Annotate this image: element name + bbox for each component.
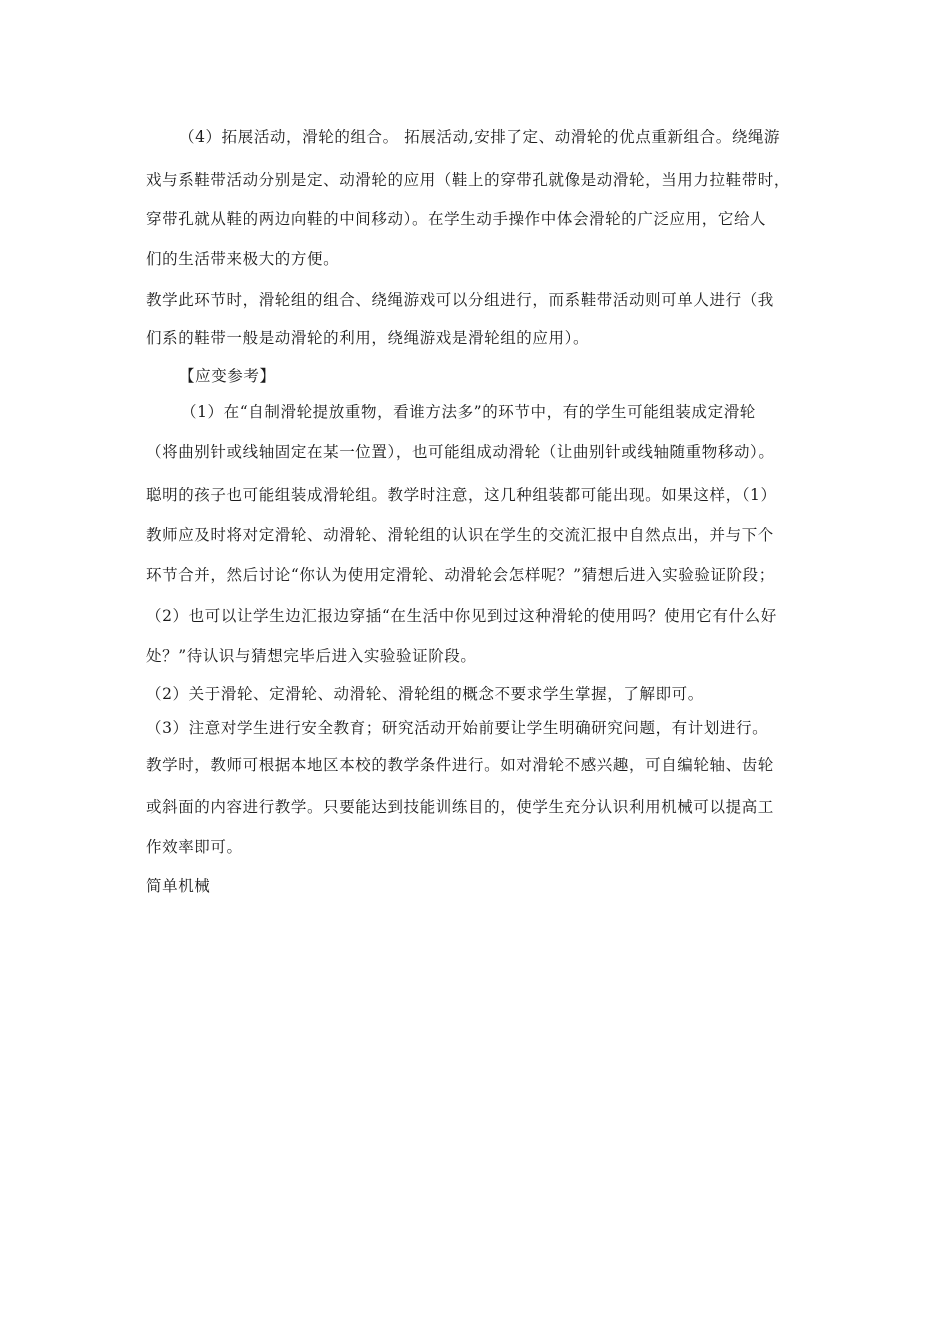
paragraph-line: 或斜面的内容进行教学。只要能达到技能训练目的，使学生充分认识利用机械可以提高工 — [146, 798, 774, 816]
paragraph-line: （3）注意对学生进行安全教育；研究活动开始前要让学生明确研究问题，有计划进行。 — [146, 719, 769, 737]
paragraph-line: 戏与系鞋带活动分别是定、动滑轮的应用（鞋上的穿带孔就像是动滑轮，当用力拉鞋带时， — [146, 171, 791, 189]
paragraph-line: （2）也可以让学生边汇报边穿插“在生活中你见到过这种滑轮的使用吗？使用它有什么好 — [146, 607, 777, 625]
paragraph-line: 教学时，教师可根据本地区本校的教学条件进行。如对滑轮不感兴趣，可自编轮轴、齿轮 — [146, 756, 774, 774]
paragraph-line: 处？”待认识与猜想完毕后进入实验验证阶段。 — [146, 647, 477, 665]
paragraph-line: 们的生活带来极大的方便。 — [146, 250, 340, 268]
paragraph-line: 教学此环节时，滑轮组的组合、绕绳游戏可以分组进行，而系鞋带活动则可单人进行（我 — [146, 291, 774, 309]
paragraph-line: 聪明的孩子也可能组装成滑轮组。教学时注意，这几种组装都可能出现。如果这样，（1） — [146, 486, 777, 504]
paragraph-line: 教师应及时将对定滑轮、动滑轮、滑轮组的认识在学生的交流汇报中自然点出，并与下个 — [146, 526, 774, 544]
paragraph-line: 穿带孔就从鞋的两边向鞋的中间移动）。在学生动手操作中体会滑轮的广泛应用，它给人 — [146, 210, 767, 228]
paragraph-line: 作效率即可。 — [146, 838, 243, 856]
paragraph-line: （4）拓展活动，滑轮的组合。 拓展活动,安排了定、动滑轮的优点重新组合。绕绳游 — [179, 128, 781, 146]
paragraph-line: （2）关于滑轮、定滑轮、动滑轮、滑轮组的概念不要求学生掌握，了解即可。 — [146, 685, 704, 703]
paragraph-line: 环节合并，然后讨论“你认为使用定滑轮、动滑轮会怎样呢？”猜想后进入实验验证阶段； — [146, 566, 775, 584]
footer-title: 简单机械 — [146, 877, 211, 895]
paragraph-line: （1）在“自制滑轮提放重物，看谁方法多”的环节中，有的学生可能组装成定滑轮 — [181, 403, 756, 421]
paragraph-line: （将曲别针或线轴固定在某一位置），也可能组成动滑轮（让曲别针或线轴随重物移动）。 — [146, 443, 775, 461]
paragraph-line: 们系的鞋带一般是动滑轮的利用，绕绳游戏是滑轮组的应用）。 — [146, 329, 590, 347]
section-heading: 【应变参考】 — [179, 367, 276, 385]
